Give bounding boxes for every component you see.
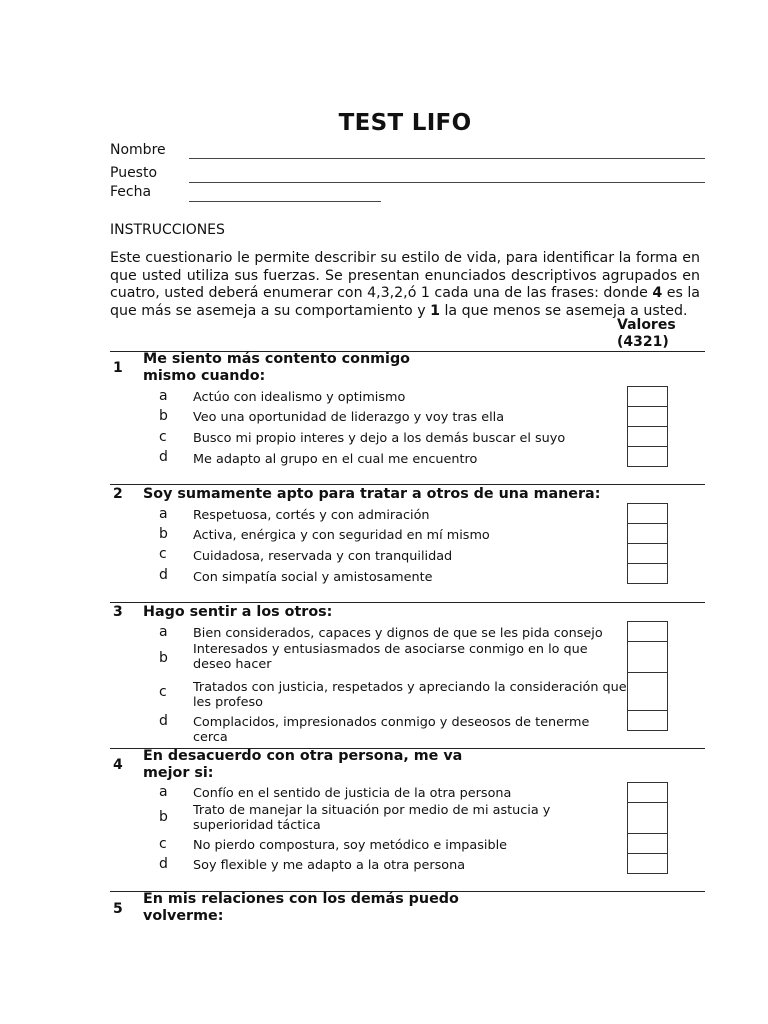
option-1c-letter: c	[159, 429, 167, 445]
valores-label: Valores	[617, 317, 676, 333]
option-3a-letter: a	[159, 624, 168, 640]
option-2a-letter: a	[159, 506, 168, 522]
option-3c-letter: c	[159, 684, 167, 700]
value-box-4a[interactable]	[627, 782, 668, 803]
question-4-text	[143, 748, 462, 782]
value-box-3d[interactable]	[627, 710, 668, 731]
value-box-1c[interactable]	[627, 426, 668, 447]
instructions-text-2: es la que más se asemeja a su comportamiento y	[110, 285, 700, 319]
option-4a-letter: a	[159, 784, 168, 800]
valores-header	[617, 317, 676, 351]
value-box-2d[interactable]	[627, 563, 668, 584]
fecha-label: Fecha	[110, 184, 152, 200]
question-1-line: mismo cuando:	[143, 368, 266, 384]
option-2a-text: Respetuosa, cortés y con admiración	[193, 508, 430, 523]
question-4-line: En desacuerdo con otra persona, me va	[143, 748, 463, 764]
valores-range: (4321)	[617, 334, 669, 350]
instructions-value-1: 1	[430, 302, 440, 319]
question-2-number: 2	[113, 486, 123, 502]
value-box-3c[interactable]	[627, 672, 668, 711]
puesto-label: Puesto	[110, 165, 158, 181]
option-1d-letter: d	[159, 449, 168, 465]
puesto-field[interactable]	[189, 182, 705, 183]
option-4c-letter: c	[159, 836, 167, 852]
value-box-3a[interactable]	[627, 621, 668, 642]
question-3-line: Hago sentir a los otros:	[143, 604, 333, 620]
question-divider	[110, 484, 705, 485]
instructions-text-3: la que menos se asemeja a usted.	[439, 302, 688, 319]
option-3d-text: Complacidos, impresionados conmigo y deseosos de tenerme cerca	[193, 715, 590, 745]
option-4a-text: Confío en el sentido de justicia de la otra persona	[193, 786, 512, 801]
option-3d-letter: d	[159, 713, 168, 729]
option-2d-text: Con simpatía social y amistosamente	[193, 570, 433, 585]
option-3c-text: Tratados con justicia, respetados y apreciando la consideración que les profeso	[193, 680, 627, 710]
option-4d-text: Soy flexible y me adapto a la otra persona	[193, 858, 466, 873]
question-1-line: Me siento más contento conmigo	[143, 351, 410, 367]
page-title: TEST LIFO	[338, 110, 472, 136]
question-5-line: volverme:	[143, 908, 224, 924]
value-box-2a[interactable]	[627, 503, 668, 524]
instructions-value-4: 4	[652, 285, 663, 302]
option-1b-letter: b	[159, 408, 168, 424]
option-3b-text: Interesados y entusiasmados de asociarse conmigo en lo que deseo hacer	[193, 642, 588, 672]
option-2c-letter: c	[159, 546, 167, 562]
question-5-number: 5	[113, 901, 123, 917]
value-box-1d[interactable]	[627, 446, 668, 467]
nombre-field[interactable]	[189, 158, 705, 159]
question-4-number: 4	[113, 757, 123, 773]
value-box-3b[interactable]	[627, 641, 668, 673]
option-3a-text: Bien considerados, capaces y dignos de que se les pida consejo	[193, 626, 603, 641]
option-4d-letter: d	[159, 856, 168, 872]
question-5-line: En mis relaciones con los demás puedo	[143, 891, 459, 907]
question-2-text	[143, 486, 600, 503]
option-1d-text: Me adapto al grupo en el cual me encuentro	[193, 452, 478, 467]
question-3-number: 3	[113, 604, 123, 620]
question-1-text	[143, 351, 410, 385]
value-box-2c[interactable]	[627, 543, 668, 564]
instructions-paragraph	[110, 250, 700, 320]
option-2b-text: Activa, enérgica y con seguridad en mí mismo	[193, 528, 490, 543]
value-box-1a[interactable]	[627, 386, 668, 407]
option-4b-letter: b	[159, 809, 168, 825]
option-2b-letter: b	[159, 526, 168, 542]
option-2d-letter: d	[159, 567, 168, 583]
question-4-line: mejor si:	[143, 765, 214, 781]
value-box-4c[interactable]	[627, 833, 668, 854]
value-box-4b[interactable]	[627, 802, 668, 834]
value-box-1b[interactable]	[627, 406, 668, 427]
option-4c-text: No pierdo compostura, soy metódico e impasible	[193, 838, 508, 853]
option-3b-letter: b	[159, 650, 168, 666]
question-3-text	[143, 604, 332, 621]
option-1a-text: Actúo con idealismo y optimismo	[193, 390, 406, 405]
option-4b-text: Trato de manejar la situación por medio de mi astucia y superioridad táctica	[193, 803, 551, 833]
nombre-label: Nombre	[110, 142, 166, 158]
option-1c-text: Busco mi propio interes y dejo a los demás buscar el suyo	[193, 431, 566, 446]
question-1-number: 1	[113, 360, 123, 376]
value-box-2b[interactable]	[627, 523, 668, 544]
value-box-4d[interactable]	[627, 853, 668, 874]
fecha-field[interactable]	[189, 201, 381, 202]
question-2-line: Soy sumamente apto para tratar a otros de una manera:	[143, 486, 601, 502]
question-divider	[110, 602, 705, 603]
option-1b-text: Veo una oportunidad de liderazgo y voy tras ella	[193, 410, 505, 425]
question-5-text	[143, 891, 459, 925]
option-1a-letter: a	[159, 388, 168, 404]
instructions-heading: INSTRUCCIONES	[110, 222, 225, 238]
option-2c-text: Cuidadosa, reservada y con tranquilidad	[193, 549, 453, 564]
instructions-text-1: Este cuestionario le permite describir su estilo de vida, para identificar la forma en que usted utiliza sus fuerzas. Se presentan enunciados descriptivos agrupados en cuatro, usted deberá enumerar con 4,3,2,ó 1 cada una de las frases: donde	[110, 250, 700, 302]
